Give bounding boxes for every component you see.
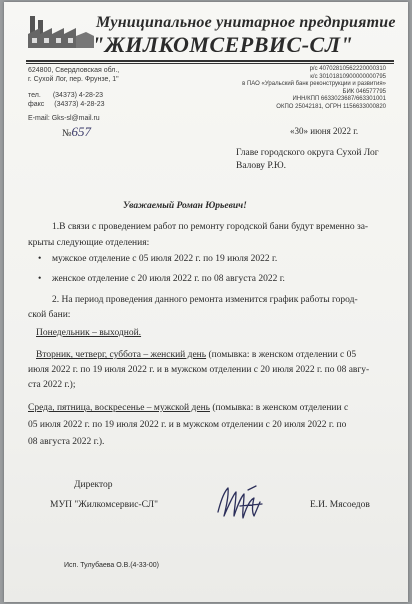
org-type: Муниципальное унитарное предприятие (96, 14, 396, 31)
fax-value: (34373) 4-28-23 (54, 101, 105, 108)
executor-note: Исп. Тулубаева О.В.(4-33-00) (64, 562, 160, 569)
org-name: "ЖИЛКОМСЕРВИС-СЛ" (92, 32, 354, 57)
factory-logo-icon (26, 14, 96, 50)
schedule-text: (помывка: в женском отделении с (209, 403, 349, 413)
phone-line (28, 91, 119, 100)
fax-label: факс (28, 101, 45, 108)
body-line: 08 августа 2022 г.). (28, 437, 105, 447)
greeting: Уважаемый Роман Юрьевич! (123, 201, 247, 211)
letterhead-rule (26, 60, 394, 62)
schedule-monday: Понедельник – выходной. (36, 328, 142, 338)
letter-page (4, 2, 408, 602)
body-line: 2. На период проведения данного ремонта изменится график работы город- (52, 295, 358, 305)
body-line: ста 2022 г.); (28, 380, 76, 390)
bank-line: ОКПО 25042181, ОГРН 1156633000820 (276, 103, 386, 110)
schedule-women-days: Вторник, четверг, суббота – женский день (36, 350, 207, 360)
bank-details (204, 66, 386, 112)
bank-line: в ПАО «Уральский банк реконструкции и развития» (242, 81, 386, 88)
address-line: г. Сухой Лог, пер. Фрунзе, 1" (28, 76, 119, 83)
email: E-mail: Gks-sl@mail.ru (28, 115, 100, 122)
body-line: 1.В связи с проведением работ по ремонту городской бани будут временно за- (52, 222, 369, 232)
bank-line: ИНН/КПП 6633023687/663301001 (292, 96, 386, 103)
bullet-item: • женское отделение с 20 июля 2022 г. по 08 августа 2022 г. (52, 272, 285, 287)
address-line: 624800, Свердловская обл., (28, 67, 120, 74)
signer-org: МУП "Жилкомсервис-СЛ" (50, 500, 159, 510)
letter-date: «30» июня 2022 г. (290, 126, 359, 136)
fax-line (28, 100, 119, 109)
recipient-line: Валову Р.Ю. (236, 161, 287, 171)
phone-value: (34373) 4-28-23 (52, 92, 104, 99)
body-line: ской бани: (28, 310, 71, 320)
handwritten-number: 657 (71, 124, 92, 139)
schedule-text: (помывка: в женском отделении с 05 (206, 350, 357, 360)
bank-line: к/с 30101810900000000795 (310, 73, 386, 80)
bank-line: р/с 40702810562220000310 (309, 66, 386, 72)
phone-label: тел. (28, 92, 41, 99)
letterhead-rule-thin (26, 63, 394, 64)
bullet-item: • мужское отделение с 05 июля 2022 г. по 19 июля 2022 г. (52, 252, 277, 267)
outgoing-number (62, 124, 91, 140)
recipient (236, 147, 379, 173)
bank-line: БИК 046577795 (342, 88, 386, 95)
body-line: июля 2022 г. по 19 июля 2022 г. и в мужском отделении с 20 июля 2022 г. по 08 авгу- (28, 365, 370, 375)
recipient-line: Главе городского округа Сухой Лог (236, 148, 379, 158)
signer-position: Директор (74, 480, 113, 490)
body-line: 05 июля 2022 г. по 19 июля 2022 г. и в мужском отделении с 20 июля 2022 г. по (28, 420, 347, 430)
body-line: крыты следующие отделения: (28, 238, 150, 248)
signer-name: Е.И. Мясоедов (310, 500, 370, 510)
schedule-men-days: Среда, пятница, воскресенье – мужской день (28, 403, 210, 413)
schedule-men-line (28, 401, 348, 416)
number-prefix: № (62, 128, 72, 139)
address-block (28, 66, 119, 123)
schedule-women-line (36, 348, 356, 363)
handwritten-signature (212, 482, 276, 522)
